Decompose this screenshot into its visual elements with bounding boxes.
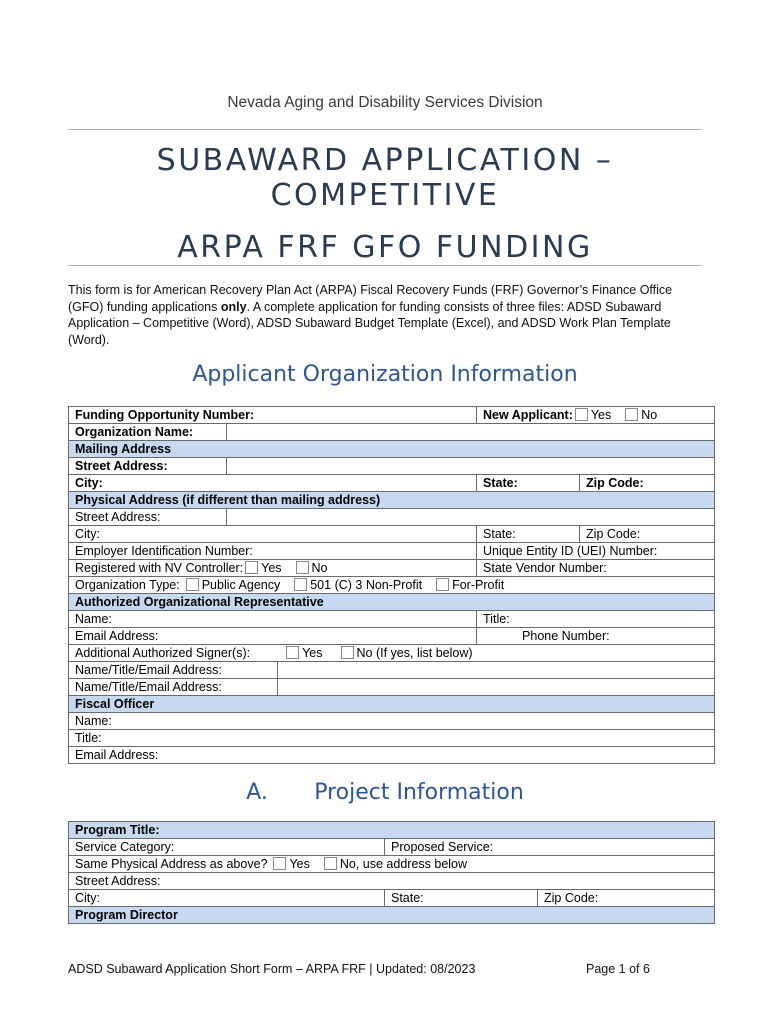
program-street-field[interactable]: Street Address: xyxy=(69,873,715,890)
physical-street-label: Street Address: xyxy=(69,509,227,526)
table-row xyxy=(69,856,715,873)
nv-controller-yes-checkbox[interactable] xyxy=(245,561,258,574)
program-city-field[interactable]: City: xyxy=(69,890,385,907)
for-profit-label: For-Profit xyxy=(452,577,505,592)
program-director-header: Program Director xyxy=(69,907,715,924)
yes-label: Yes xyxy=(289,856,310,871)
physical-city-field[interactable]: City: xyxy=(69,526,477,543)
table-row xyxy=(69,628,715,645)
section-heading-project xyxy=(68,780,702,805)
nv-controller-no-checkbox[interactable] xyxy=(296,561,309,574)
fiscal-email-field[interactable]: Email Address: xyxy=(69,747,715,764)
rep-name-field[interactable]: Name: xyxy=(69,611,477,628)
title-line-3: ARPA FRF GFO FUNDING xyxy=(177,230,593,265)
same-address-field xyxy=(69,856,715,873)
org-type-field xyxy=(69,577,715,594)
uei-field[interactable]: Unique Entity ID (UEI) Number: xyxy=(477,543,715,560)
no-list-label: No (If yes, list below) xyxy=(356,645,473,660)
org-type-label: Organization Type: xyxy=(75,577,180,592)
rep-phone-field[interactable]: Phone Number: xyxy=(477,628,715,645)
table-row xyxy=(69,747,715,764)
table-row xyxy=(69,679,715,696)
same-address-yes-checkbox[interactable] xyxy=(273,857,286,870)
physical-zip-field[interactable]: Zip Code: xyxy=(580,526,715,543)
program-title-field[interactable]: Program Title: xyxy=(69,822,715,839)
table-row xyxy=(69,492,715,509)
table-row xyxy=(69,822,715,839)
additional-signers-yes-checkbox[interactable] xyxy=(286,646,299,659)
nv-controller-label: Registered with NV Controller: xyxy=(75,560,244,575)
table-row xyxy=(69,424,715,441)
mailing-state-field[interactable]: State: xyxy=(477,475,580,492)
table-row xyxy=(69,475,715,492)
table-row xyxy=(69,730,715,747)
title-rule xyxy=(68,265,702,266)
table-row xyxy=(69,441,715,458)
fiscal-officer-header: Fiscal Officer xyxy=(69,696,715,713)
same-address-label: Same Physical Address as above? xyxy=(75,856,268,871)
table-row xyxy=(69,696,715,713)
signer-2-input[interactable] xyxy=(278,679,715,696)
same-address-no-checkbox[interactable] xyxy=(324,857,337,870)
physical-address-header: Physical Address (if different than mailing address) xyxy=(69,492,715,509)
mailing-address-header: Mailing Address xyxy=(69,441,715,458)
footer-left: ADSD Subaward Application Short Form – ARPA FRF | Updated: 08/2023 xyxy=(68,962,476,976)
applicant-info-table xyxy=(68,406,715,764)
rep-title-field[interactable]: Title: xyxy=(477,611,715,628)
additional-signers-no-checkbox[interactable] xyxy=(341,646,354,659)
new-applicant-field xyxy=(477,407,715,424)
table-row xyxy=(69,509,715,526)
table-row xyxy=(69,713,715,730)
table-row xyxy=(69,543,715,560)
program-state-field[interactable]: State: xyxy=(385,890,538,907)
table-row xyxy=(69,407,715,424)
section-title: Project Information xyxy=(314,780,524,805)
physical-state-field[interactable]: State: xyxy=(477,526,580,543)
signer-1-input[interactable] xyxy=(278,662,715,679)
non-profit-label: 501 (C) 3 Non-Profit xyxy=(310,577,423,592)
header-rule xyxy=(68,129,702,130)
new-applicant-label: New Applicant: xyxy=(483,407,573,422)
yes-label: Yes xyxy=(261,560,282,575)
mailing-zip-field[interactable]: Zip Code: xyxy=(580,475,715,492)
state-vendor-field[interactable]: State Vendor Number: xyxy=(477,560,715,577)
table-row xyxy=(69,526,715,543)
new-applicant-no-checkbox[interactable] xyxy=(625,408,638,421)
yes-label: Yes xyxy=(590,407,612,422)
table-row xyxy=(69,577,715,594)
physical-street-input[interactable] xyxy=(227,509,715,526)
section-heading-applicant: Applicant Organization Information xyxy=(192,362,578,387)
no-use-below-label: No, use address below xyxy=(339,856,468,871)
public-agency-checkbox[interactable] xyxy=(186,578,199,591)
non-profit-checkbox[interactable] xyxy=(294,578,307,591)
nv-controller-field xyxy=(69,560,477,577)
table-row xyxy=(69,645,715,662)
table-row xyxy=(69,594,715,611)
fiscal-title-field[interactable]: Title: xyxy=(69,730,715,747)
intro-text-1: This form is for American Recovery Plan Act (ARPA) Fiscal Recovery Funds (FRF) Governor’s Finance Office (GFO) funding applications xyxy=(68,283,673,314)
for-profit-checkbox[interactable] xyxy=(436,578,449,591)
table-row xyxy=(69,890,715,907)
additional-signers-field xyxy=(69,645,715,662)
table-row xyxy=(69,458,715,475)
no-label: No xyxy=(641,407,658,422)
public-agency-label: Public Agency xyxy=(201,577,281,592)
authorized-rep-header: Authorized Organizational Representative xyxy=(69,594,715,611)
additional-signers-label: Additional Authorized Signer(s): xyxy=(75,645,251,660)
new-applicant-yes-checkbox[interactable] xyxy=(575,408,588,421)
rep-email-field[interactable]: Email Address: xyxy=(69,628,477,645)
proposed-service-field[interactable]: Proposed Service: xyxy=(385,839,715,856)
title-line-1: SUBAWARD APPLICATION – xyxy=(156,143,614,178)
org-name-label: Organization Name: xyxy=(69,424,227,441)
section-letter: A. xyxy=(246,780,268,805)
table-row xyxy=(69,662,715,679)
org-name-input[interactable] xyxy=(227,424,715,441)
table-row xyxy=(69,560,715,577)
table-row xyxy=(69,611,715,628)
service-category-field[interactable]: Service Category: xyxy=(69,839,385,856)
program-zip-field[interactable]: Zip Code: xyxy=(538,890,715,907)
no-label: No xyxy=(311,560,328,575)
page-number: Page 1 of 6 xyxy=(586,962,650,976)
intro-paragraph xyxy=(68,282,708,348)
table-row xyxy=(69,907,715,924)
project-info-table xyxy=(68,821,715,924)
agency-header: Nevada Aging and Disability Services Division xyxy=(227,94,543,111)
ein-field[interactable]: Employer Identification Number: xyxy=(69,543,477,560)
funding-number-field[interactable]: Funding Opportunity Number: xyxy=(69,407,477,424)
table-row xyxy=(69,839,715,856)
title-line-2: COMPETITIVE xyxy=(270,178,500,213)
mailing-street-input[interactable] xyxy=(227,458,715,475)
signer-1-label: Name/Title/Email Address: xyxy=(69,662,278,679)
table-row xyxy=(69,873,715,890)
fiscal-name-field[interactable]: Name: xyxy=(69,713,715,730)
mailing-street-label: Street Address: xyxy=(69,458,227,475)
intro-text-2: . A complete application for funding consists of three files: ADSD Subaward Application – Competitive (Word), ADSD Subaward Budget Template (Excel), and ADSD Work Plan Template (Word). xyxy=(68,299,671,347)
mailing-city-field[interactable]: City: xyxy=(69,475,477,492)
intro-bold: only xyxy=(220,299,247,314)
yes-label: Yes xyxy=(302,645,323,660)
signer-2-label: Name/Title/Email Address: xyxy=(69,679,278,696)
